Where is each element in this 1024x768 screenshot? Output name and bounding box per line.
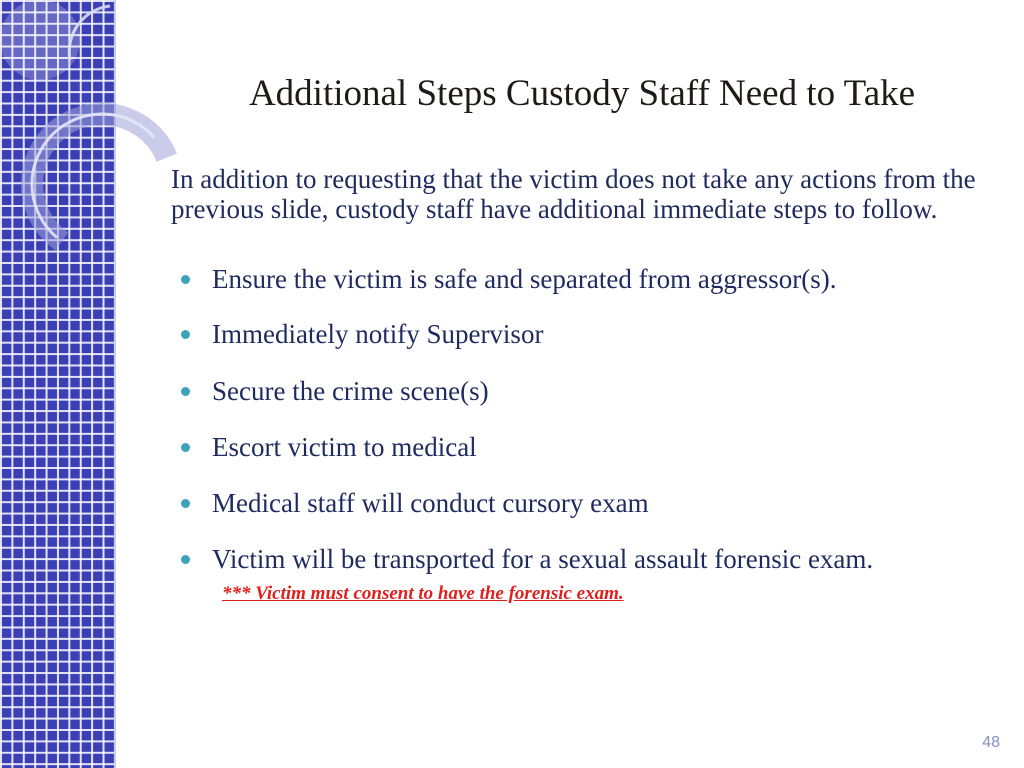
bullet-text: Ensure the victim is safe and separated from aggressor(s). <box>212 264 837 294</box>
bullet-dot-icon <box>181 499 190 508</box>
consent-note: *** Victim must consent to have the forensic exam. <box>222 583 624 604</box>
bullet-dot-icon <box>181 555 190 564</box>
bullet-dot-icon <box>181 387 190 396</box>
bullet-text: Escort victim to medical <box>212 432 477 462</box>
bullet-text: Victim will be transported for a sexual assault forensic exam. <box>212 544 874 574</box>
grid-decoration-band <box>0 0 116 768</box>
bullet-dot-icon <box>181 275 190 284</box>
intro-paragraph: In addition to requesting that the victim does not take any actions from the previous slide, custody staff have additional immediate steps to follow. <box>171 164 976 224</box>
slide-title: Additional Steps Custody Staff Need to Take <box>248 73 916 114</box>
bullet-dot-icon <box>181 330 190 339</box>
bullet-dot-icon <box>181 443 190 452</box>
page-number: 48 <box>982 734 1000 751</box>
bullet-text: Secure the crime scene(s) <box>212 376 489 406</box>
bullet-text: Immediately notify Supervisor <box>212 319 544 349</box>
bullet-text: Medical staff will conduct cursory exam <box>212 488 649 518</box>
